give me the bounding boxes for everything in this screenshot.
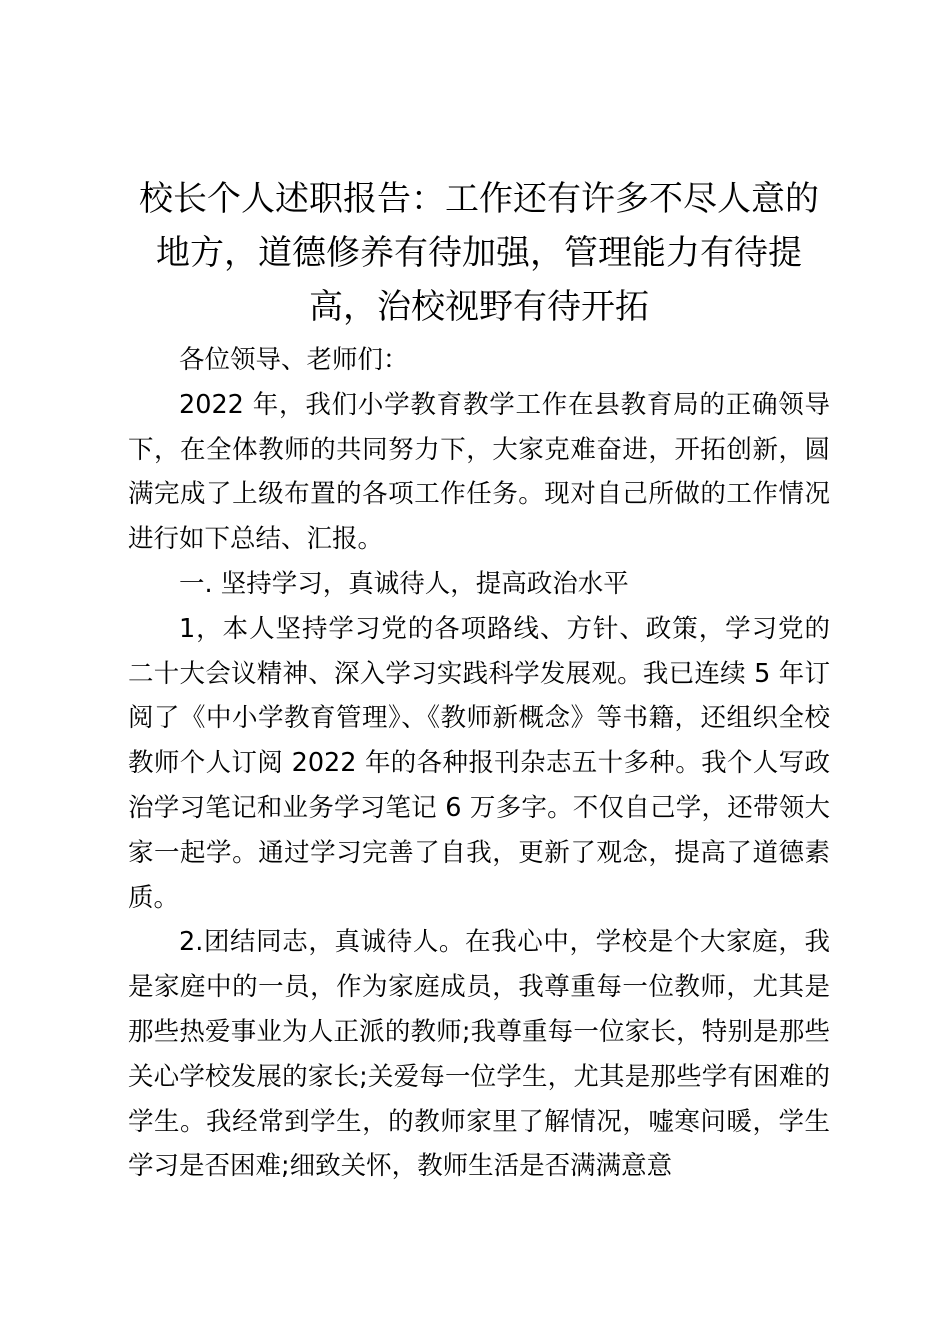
section-heading-1: 一. 坚持学习，真诚待人，提高政治水平 [179, 568, 629, 599]
paragraph-study: 1，本人坚持学习党的各项路线、方针、政策，学习党的二十大会议精神、深入学习实践科学发展观。我已连续 5 年订阅了《中小学教育管理》、《教师新概念》等书籍，还组织全校教师个人订阅 2022 年的各种报刊杂志五十多种。我个人写政治学习笔记和业务学习笔记 6 万多字。不仅自己学，还带领大家一起学。通过学习完善了自我，更新了观念，提高了道德素质。 [128, 613, 830, 913]
paragraph-unity: 2.团结同志，真诚待人。在我心中，学校是个大家庭，我是家庭中的一员，作为家庭成员，我尊重每一位教师，尤其是那些热爱事业为人正派的教师;我尊重每一位家长，特别是那些关心学校发展的家长;关爱每一位学生，尤其是那些学有困难的学生。我经常到学生，的教师家里了解情况，嘘寒问暖，学生学习是否困难;细致关怀，教师生活是否满满意意 [128, 927, 830, 1182]
salutation: 各位领导、老师们： [179, 345, 409, 375]
document-page [128, 172, 830, 1189]
paragraph-intro: 2022 年，我们小学教育教学工作在县教育局的正确领导下，在全体教师的共同努力下，大家克难奋进，开拓创新，圆满完成了上级布置的各项工作任务。现对自己所做的工作情况进行如下总结、汇报。 [128, 389, 830, 555]
document-title: 校长个人述职报告：工作还有许多不尽人意的地方，道德修养有待加强，管理能力有待提高，治校视野有待开拓 [139, 179, 819, 327]
